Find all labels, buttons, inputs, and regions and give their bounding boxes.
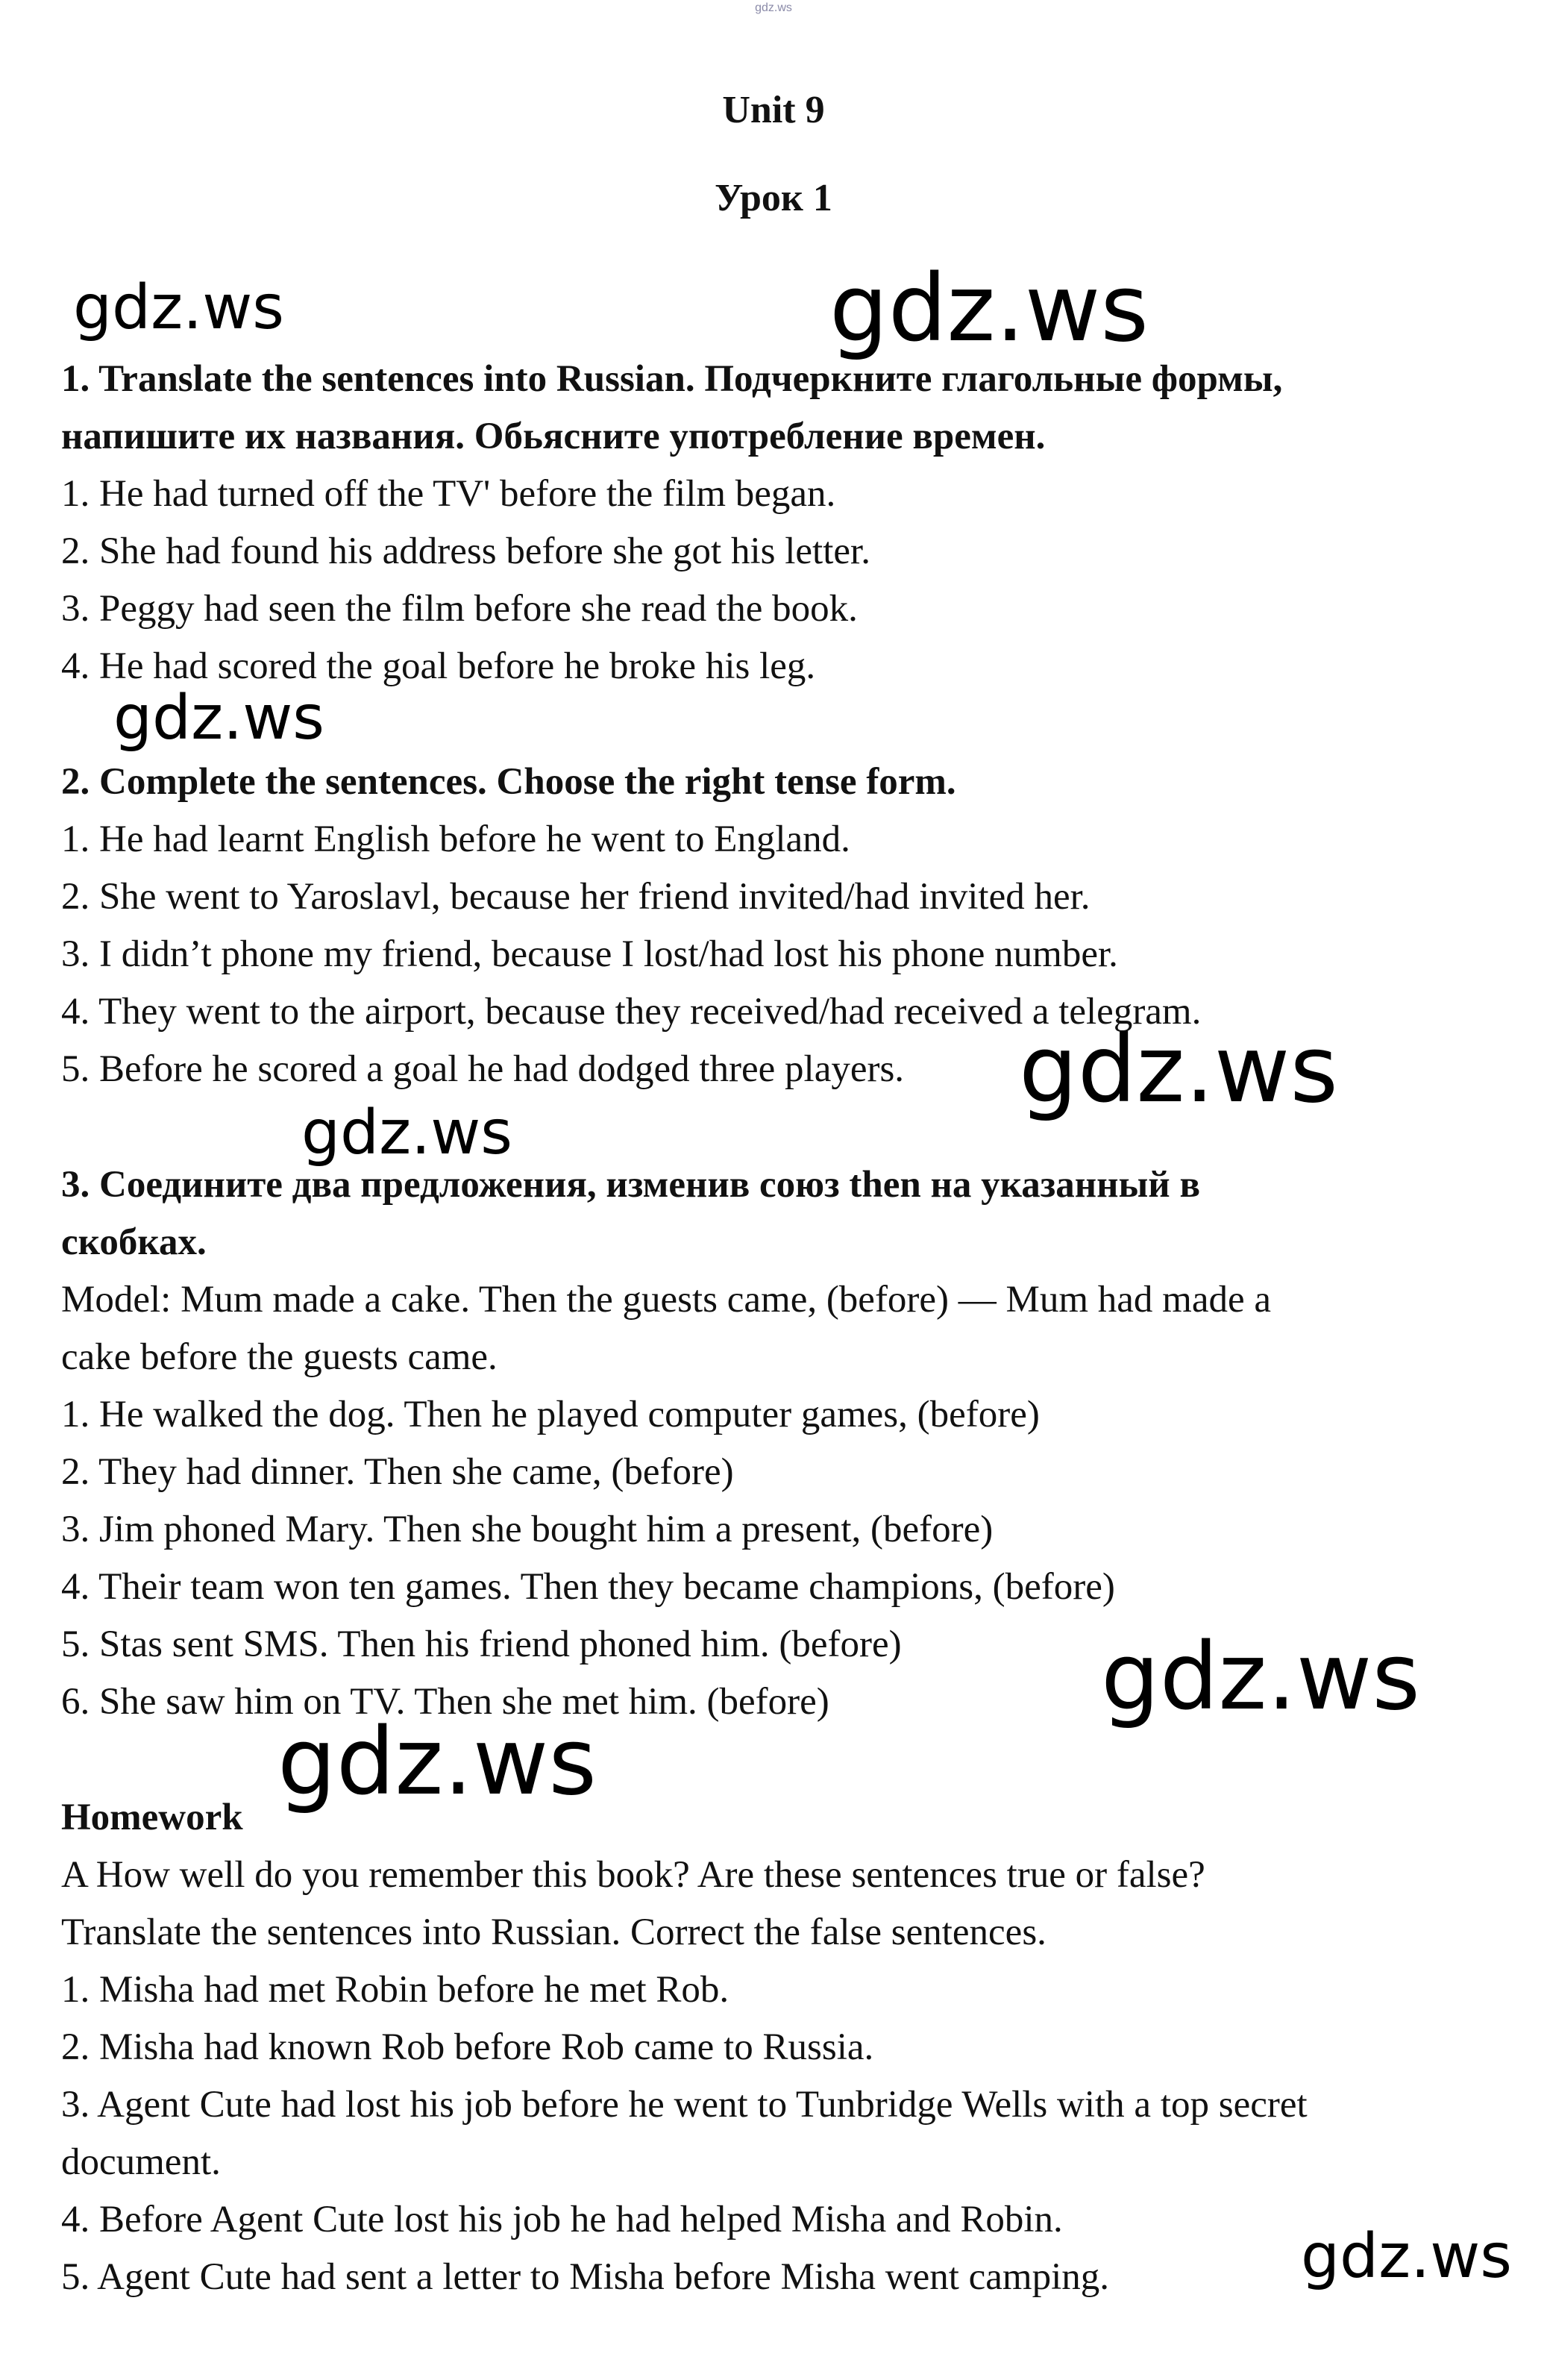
ex1-item: 1. He had turned off the TV' before the film began.	[61, 473, 836, 515]
header-watermark: gdz.ws	[755, 1, 792, 14]
unit-title: Unit 9	[722, 89, 825, 131]
ex3-title-line1: 3. Соедините два предложения, изменив союз then на указанный в	[61, 1164, 1200, 1206]
homework-title: Homework	[61, 1797, 243, 1838]
ex3-model-line1: Model: Mum made a cake. Then the guests came, (before) — Mum had made a	[61, 1279, 1272, 1321]
ex3-model-line2: cake before the guests came.	[61, 1336, 498, 1378]
watermark: gdz.ws	[829, 255, 1149, 363]
ex2-title: 2. Complete the sentences. Choose the right tense form.	[61, 761, 956, 803]
ex3-item: 5. Stas sent SMS. Then his friend phoned him. (before)	[61, 1623, 902, 1665]
ex3-item: 4. Their team won ten games. Then they became champions, (before)	[61, 1566, 1115, 1608]
homework-item: document.	[61, 2141, 221, 2183]
ex1-item: 2. She had found his address before she got his letter.	[61, 530, 870, 572]
watermark: gdz.ws	[1301, 2221, 1512, 2292]
ex3-item: 1. He walked the dog. Then he played computer games, (before)	[61, 1394, 1040, 1435]
ex3-item: 6. She saw him on TV. Then she met him. (before)	[61, 1681, 829, 1723]
ex3-item: 2. They had dinner. Then she came, (before)	[61, 1451, 734, 1493]
ex2-item: 3. I didn’t phone my friend, because I lost/had lost his phone number.	[61, 933, 1118, 975]
document-body	[61, 351, 1501, 2306]
homework-item: 1. Misha had met Robin before he met Rob.	[61, 1969, 729, 2011]
watermark: gdz.ws	[1019, 1016, 1338, 1124]
ex1-title-line1: 1. Translate the sentences into Russian. Подчеркните глагольные формы,	[61, 358, 1283, 400]
watermark: gdz.ws	[73, 272, 284, 343]
homework-item: 2. Misha had known Rob before Rob came to Russia.	[61, 2026, 874, 2068]
ex3-title-line2: скобках.	[61, 1221, 207, 1263]
ex3-item: 3. Jim phoned Mary. Then she bought him a present, (before)	[61, 1509, 994, 1550]
watermark: gdz.ws	[277, 1709, 597, 1816]
ex1-item: 4. He had scored the goal before he broke his leg.	[61, 645, 816, 687]
homework-intro-line2: Translate the sentences into Russian. Correct the false sentences.	[61, 1911, 1046, 1953]
ex2-item: 5. Before he scored a goal he had dodged three players.	[61, 1048, 905, 1090]
ex1-item: 3. Peggy had seen the film before she read the book.	[61, 588, 858, 630]
watermark: gdz.ws	[113, 683, 324, 754]
homework-item: 4. Before Agent Cute lost his job he had helped Misha and Robin.	[61, 2199, 1063, 2240]
ex2-item: 1. He had learnt English before he went to England.	[61, 818, 850, 860]
homework-intro-line1: A How well do you remember this book? Are these sentences true or false?	[61, 1854, 1205, 1896]
homework-item: 3. Agent Cute had lost his job before he went to Tunbridge Wells with a top secret	[61, 2084, 1308, 2126]
homework-item: 5. Agent Cute had sent a letter to Misha before Misha went camping.	[61, 2256, 1109, 2298]
watermark: gdz.ws	[301, 1097, 512, 1168]
ex2-item: 4. They went to the airport, because they received/had received a telegram.	[61, 991, 1202, 1033]
watermark: gdz.ws	[1101, 1623, 1420, 1731]
lesson-title: Урок 1	[715, 177, 832, 219]
ex1-title-line2: напишите их названия. Обьясните употребление времен.	[61, 416, 1046, 457]
ex2-item: 2. She went to Yaroslavl, because her friend invited/had invited her.	[61, 876, 1091, 918]
